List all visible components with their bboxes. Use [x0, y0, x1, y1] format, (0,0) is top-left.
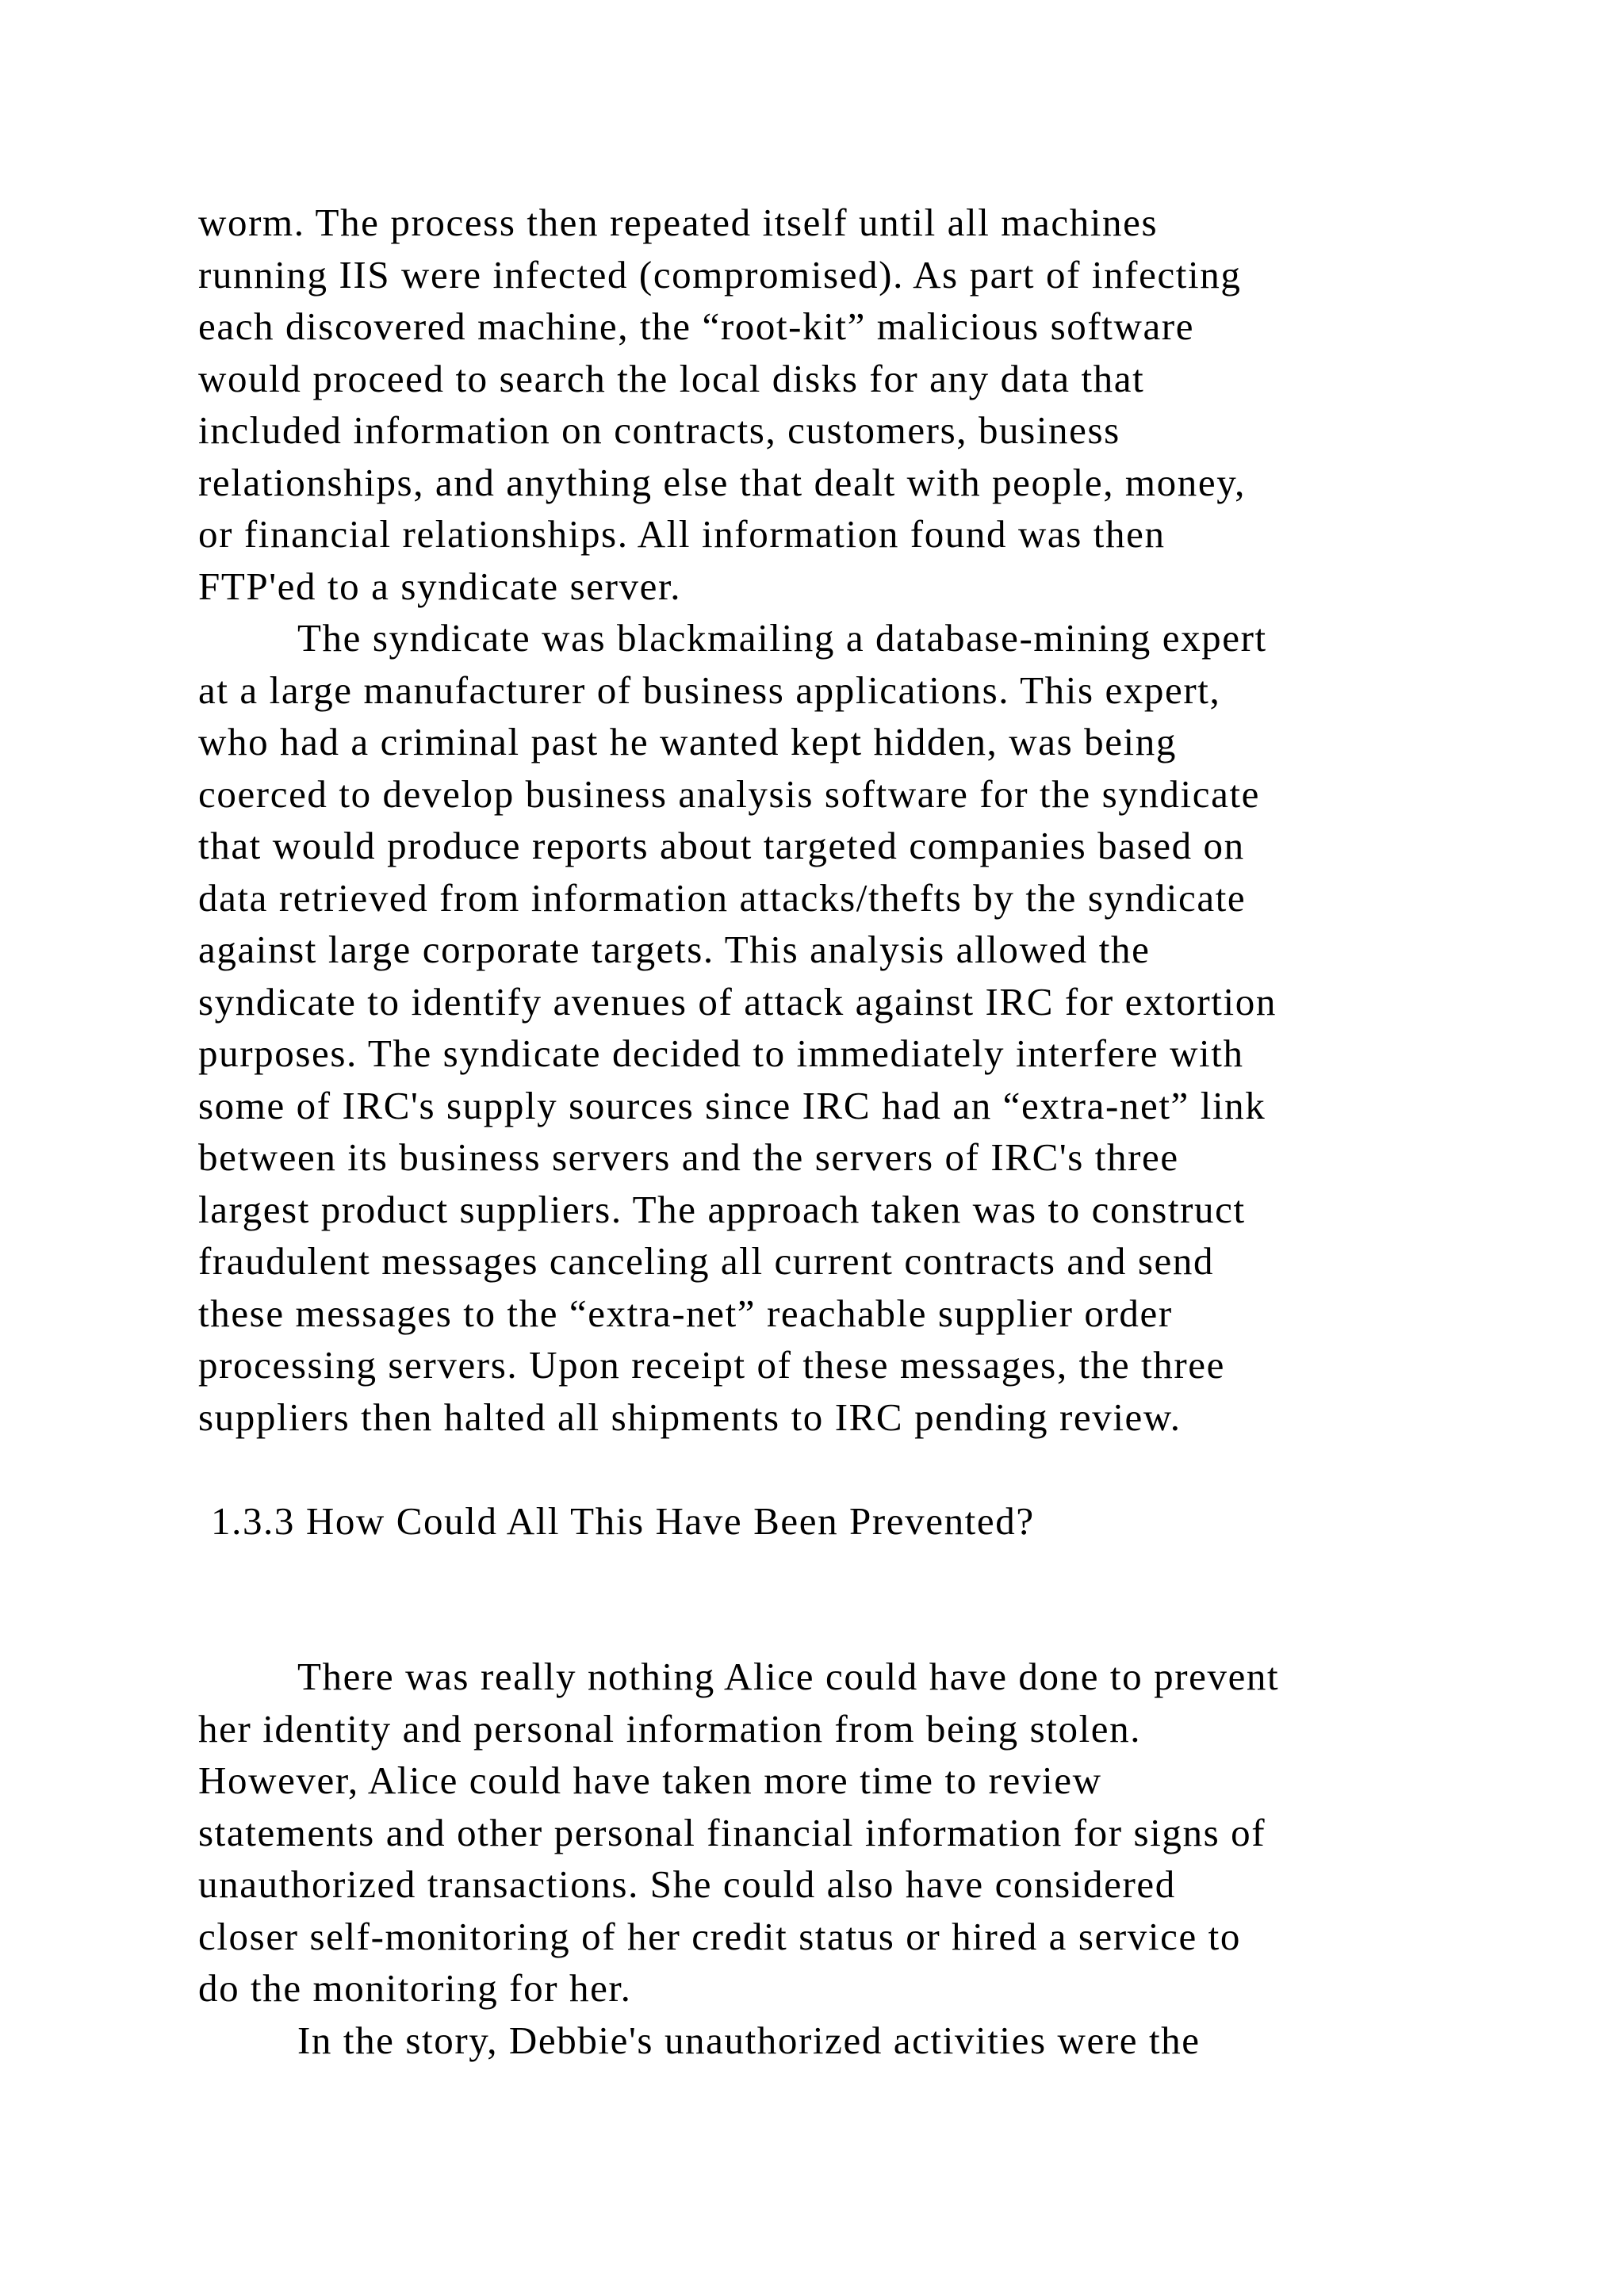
text-line: relationships, and anything else that dealt with people, money,: [198, 460, 1246, 504]
text-line: against large corporate targets. This analysis allowed the: [198, 928, 1151, 971]
text-line: suppliers then halted all shipments to IRC pending review.: [198, 1395, 1182, 1439]
text-line: who had a criminal past he wanted kept hidden, was being: [198, 720, 1177, 763]
text-line: largest product suppliers. The approach taken was to construct: [198, 1187, 1246, 1231]
paragraph-2: [198, 612, 1499, 1443]
text-line: The syndicate was blackmailing a database-mining expert: [297, 616, 1267, 660]
text-line: FTP'ed to a syndicate server.: [198, 564, 682, 608]
text-line: at a large manufacturer of business applications. This expert,: [198, 668, 1221, 712]
text-line: her identity and personal information from being stolen.: [198, 1706, 1142, 1751]
paragraph-3: [198, 1651, 1499, 2015]
text-line: However, Alice could have taken more time to review: [198, 1758, 1102, 1802]
text-line: do the monitoring for her.: [198, 1966, 632, 2010]
blank-line: [198, 1443, 1499, 1495]
paragraph-4: [198, 2015, 1499, 2067]
text-line: statements and other personal financial information for signs of: [198, 1810, 1266, 1854]
text-line: There was really nothing Alice could have done to prevent: [297, 1655, 1280, 1698]
text-line: running IIS were infected (compromised). As part of infecting: [198, 252, 1242, 297]
text-line: between its business servers and the servers of IRC's three: [198, 1135, 1179, 1179]
text-line: data retrieved from information attacks/thefts by the syndicate: [198, 875, 1247, 920]
text-line: each discovered machine, the “root-kit” malicious software: [198, 304, 1195, 348]
text-line: fraudulent messages canceling all current contracts and send: [198, 1239, 1215, 1283]
text-line: these messages to the “extra-net” reachable supplier order: [198, 1291, 1173, 1335]
text-line: syndicate to identify avenues of attack against IRC for extortion: [198, 979, 1277, 1024]
text-line: unauthorized transactions. She could also have considered: [198, 1862, 1176, 1906]
blank-space: [198, 1547, 1499, 1651]
text-line: included information on contracts, customers, business: [198, 408, 1120, 452]
section-heading: 1.3.3 How Could All This Have Been Prevented?: [211, 1498, 1035, 1543]
text-line: processing servers. Upon receipt of these messages, the three: [198, 1343, 1225, 1387]
text-line: In the story, Debbie's unauthorized activities were the: [297, 2018, 1201, 2062]
text-line: would proceed to search the local disks for any data that: [198, 356, 1145, 400]
text-line: closer self-monitoring of her credit status or hired a service to: [198, 1914, 1241, 1958]
text-line: purposes. The syndicate decided to immediately interfere with: [198, 1031, 1244, 1075]
text-line: worm. The process then repeated itself until all machines: [198, 201, 1159, 244]
text-line: or financial relationships. All information found was then: [198, 512, 1166, 556]
text-line: coerced to develop business analysis software for the syndicate: [198, 771, 1261, 816]
text-line: that would produce reports about targeted companies based on: [198, 824, 1245, 867]
text-line: some of IRC's supply sources since IRC had an “extra-net” link: [198, 1083, 1266, 1127]
paragraph-1: [198, 197, 1499, 612]
document-body: [198, 197, 1499, 2066]
